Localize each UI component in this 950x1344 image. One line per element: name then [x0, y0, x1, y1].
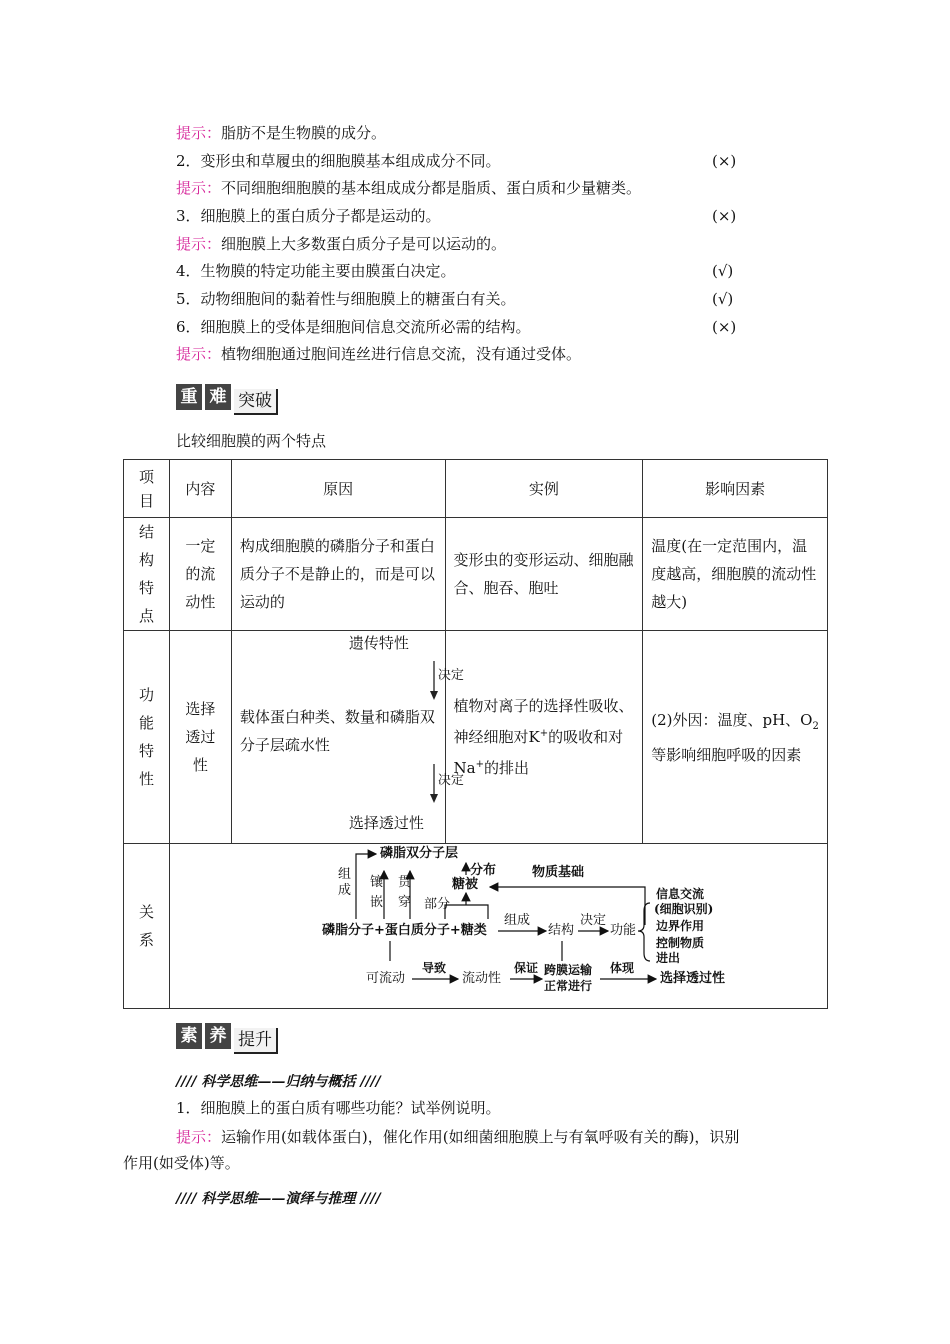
superscript: + — [539, 728, 549, 739]
hint-line-3 — [176, 233, 506, 255]
hint-label: 提示： — [176, 235, 222, 253]
question-5 — [176, 288, 516, 310]
relation-diagram-cell — [169, 844, 827, 1009]
node-selective: 选择透过性 — [659, 970, 725, 986]
node-mobile: 可流动 — [365, 970, 405, 986]
node-main: 磷脂分子+蛋白质分子+糖类 — [321, 922, 487, 938]
banner-char: 难 — [205, 384, 231, 410]
hint-text: 细胞膜上大多数蛋白质分子是可以运动的。 — [221, 235, 507, 253]
example-part: 的排出 — [483, 759, 529, 777]
question-4 — [176, 260, 456, 282]
banner-char: 重 — [176, 384, 202, 410]
question-bottom-1 — [176, 1097, 501, 1119]
edge-reflect: 体现 — [609, 960, 634, 975]
hint-label: 提示： — [176, 124, 222, 142]
hint-text: 运输作用(如载体蛋白)，催化作用(如细菌细胞膜上与有氧呼吸有关的酶)，识别 — [221, 1128, 740, 1146]
row-reason — [231, 631, 464, 844]
edge-ensure: 保证 — [513, 960, 538, 975]
table-header-row — [124, 460, 828, 518]
question-text: 4．生物膜的特定功能主要由膜蛋白决定。 — [176, 262, 456, 280]
banner-char: 养 — [205, 1023, 231, 1049]
decide-label-1: 决定 — [437, 668, 464, 683]
table-row-function — [124, 631, 828, 844]
node-fluidity: 流动性 — [461, 970, 501, 986]
example-text — [446, 692, 643, 782]
table-caption: 比较细胞膜的两个特点 — [176, 432, 327, 450]
header-reason: 原因 — [231, 460, 445, 518]
question-text: 1．细胞膜上的蛋白质有哪些功能？试举例说明。 — [176, 1099, 501, 1117]
hint-text: 不同细胞细胞膜的基本组成成分都是脂质、蛋白质和少量糖类。 — [221, 179, 642, 197]
answer-mark-4: (√) — [712, 262, 734, 280]
reason-a: 遗传特性 — [348, 634, 409, 652]
hint-line-1 — [176, 122, 386, 144]
function-item: (细胞识别) — [653, 901, 714, 916]
row-item: 功 能 特 性 — [124, 631, 170, 844]
answer-mark-5: (√) — [712, 290, 734, 308]
superscript: + — [475, 759, 484, 770]
row-content: 一定 的流 动性 — [169, 518, 231, 631]
section-heading-induction: //// 科学思维——归纳与概括 //// — [176, 1074, 381, 1090]
reason-b: 载体蛋白种类、数量和磷脂双分子层疏水性 — [239, 708, 435, 754]
banner-tail: 提升 — [234, 1028, 278, 1054]
factor-text — [643, 706, 827, 769]
factor-part: (2)外因：温度、pH、O — [651, 710, 813, 729]
node-glycocalyx: 糖被 — [451, 876, 478, 892]
row-factor — [643, 631, 828, 844]
example-part: 的吸收和对Na — [453, 728, 624, 777]
example-text: 变形虫的变形运动、细胞融合、胞吞、胞吐 — [453, 551, 634, 597]
hint-label: 提示： — [176, 179, 222, 197]
edge-lead: 导致 — [421, 960, 446, 975]
factor-part: 等影响细胞呼吸的因素 — [651, 745, 802, 764]
section-heading-deduction: //// 科学思维——演绎与推理 //// — [176, 1191, 381, 1207]
hint-bottom-1 — [176, 1126, 739, 1148]
row-item: 关 系 — [124, 844, 170, 1009]
hint-text-continued: 作用(如受体)等。 — [123, 1154, 240, 1172]
question-text: 3．细胞膜上的蛋白质分子都是运动的。 — [176, 207, 441, 225]
banner-char: 素 — [176, 1023, 202, 1049]
hint-label: 提示： — [176, 1128, 222, 1146]
decide-label-2: 决定 — [437, 773, 464, 788]
function-item: 控制物质 — [655, 935, 704, 950]
comparison-table — [123, 459, 828, 1009]
question-text: 2．变形虫和草履虫的细胞膜基本组成成分不同。 — [176, 152, 501, 170]
function-item: 边界作用 — [655, 918, 704, 933]
edge-part: 部分 — [423, 896, 450, 912]
answer-mark-2: (×) — [712, 152, 737, 170]
answer-mark-3: (×) — [712, 207, 737, 225]
section-banner-literacy — [176, 1023, 298, 1053]
question-text: 6．细胞膜上的受体是细胞间信息交流所必需的结构。 — [176, 318, 531, 336]
node-function: 功能 — [609, 922, 636, 938]
header-example: 实例 — [445, 460, 643, 518]
node-transport: 正常进行 — [543, 978, 592, 993]
hint-line-2 — [176, 177, 641, 199]
edge-decide: 决定 — [579, 912, 606, 928]
subscript: 2 — [812, 720, 819, 732]
row-content: 选择 透过 性 — [169, 631, 231, 844]
function-item: 进出 — [655, 950, 680, 965]
node-bilayer: 磷脂双分子层 — [379, 845, 458, 861]
table-row-structure — [124, 518, 828, 631]
example-part: 植物对离子的选择性吸收、神经细胞对K — [453, 697, 634, 746]
node-transport: 跨膜运输 — [543, 962, 592, 977]
hint-line-4 — [176, 343, 581, 365]
question-3 — [176, 205, 441, 227]
header-factor: 影响因素 — [643, 460, 828, 518]
section-banner-key-points — [176, 384, 298, 414]
edge-through: 贯 穿 — [397, 874, 411, 910]
factor-text: 温度(在一定范围内，温度越高，细胞膜的流动性越大) — [651, 537, 817, 611]
hint-text: 脂肪不是生物膜的成分。 — [221, 124, 387, 142]
row-example — [445, 631, 643, 844]
edge-compose: 组 成 — [337, 866, 351, 898]
question-2 — [176, 150, 501, 172]
header-item: 项 目 — [124, 460, 170, 518]
node-structure: 结构 — [547, 922, 574, 938]
table-row-relation — [124, 844, 828, 1009]
row-example — [445, 518, 643, 631]
row-reason — [231, 518, 445, 631]
edge-embed: 镶 嵌 — [369, 874, 383, 910]
function-item: 信息交流 — [655, 886, 704, 901]
row-factor — [643, 518, 828, 631]
hint-text: 植物细胞通过胞间连丝进行信息交流，没有通过受体。 — [221, 345, 582, 363]
edge-form: 组成 — [503, 912, 530, 928]
banner-tail: 突破 — [234, 389, 278, 415]
reason-text: 构成细胞膜的磷脂分子和蛋白质分子不是静止的，而是可以运动的 — [239, 537, 435, 611]
answer-mark-6: (×) — [712, 318, 737, 336]
hint-label: 提示： — [176, 345, 222, 363]
edge-basis: 物质基础 — [531, 864, 584, 880]
question-6 — [176, 316, 531, 338]
question-text: 5．动物细胞间的黏着性与细胞膜上的糖蛋白有关。 — [176, 290, 516, 308]
row-item: 结 构 特 点 — [124, 518, 170, 631]
header-content: 内容 — [169, 460, 231, 518]
reason-c: 选择透过性 — [348, 814, 424, 832]
relation-diagram — [170, 845, 827, 1008]
edge-distribute: 分布 — [469, 862, 496, 878]
